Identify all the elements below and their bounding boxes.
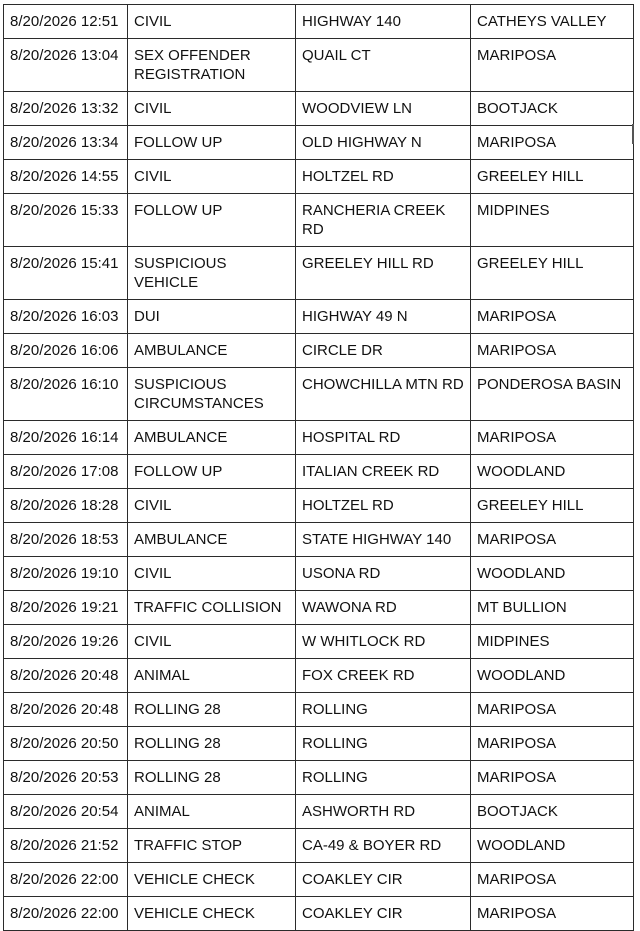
call-type-cell: CIVIL (128, 557, 296, 591)
datetime-cell: 8/20/2026 20:48 (4, 659, 128, 693)
table-row (4, 625, 634, 659)
city-cell: GREELEY HILL (471, 160, 634, 194)
datetime-cell: 8/20/2026 15:33 (4, 194, 128, 247)
datetime-cell: 8/20/2026 18:28 (4, 489, 128, 523)
location-cell: HOSPITAL RD (296, 421, 471, 455)
location-cell: CHOWCHILLA MTN RD (296, 368, 471, 421)
table-row (4, 727, 634, 761)
city-cell: BOOTJACK (471, 92, 634, 126)
datetime-cell: 8/20/2026 19:10 (4, 557, 128, 591)
table-row (4, 126, 634, 160)
call-type-cell: ANIMAL (128, 795, 296, 829)
datetime-cell: 8/20/2026 22:00 (4, 863, 128, 897)
city-cell: MARIPOSA (471, 126, 634, 160)
city-cell: MARIPOSA (471, 421, 634, 455)
datetime-cell: 8/20/2026 19:26 (4, 625, 128, 659)
city-cell: CATHEYS VALLEY (471, 5, 634, 39)
city-cell: MARIPOSA (471, 863, 634, 897)
city-cell: MIDPINES (471, 625, 634, 659)
call-type-cell: CIVIL (128, 5, 296, 39)
location-cell: WOODVIEW LN (296, 92, 471, 126)
location-cell: CIRCLE DR (296, 334, 471, 368)
city-cell: MARIPOSA (471, 761, 634, 795)
call-type-cell: SUSPICIOUS CIRCUMSTANCES (128, 368, 296, 421)
table-row (4, 368, 634, 421)
table-row (4, 659, 634, 693)
location-cell: COAKLEY CIR (296, 863, 471, 897)
table-row (4, 591, 634, 625)
table-row (4, 160, 634, 194)
datetime-cell: 8/20/2026 13:04 (4, 39, 128, 92)
city-cell: MARIPOSA (471, 727, 634, 761)
city-cell: MARIPOSA (471, 334, 634, 368)
call-type-cell: VEHICLE CHECK (128, 863, 296, 897)
datetime-cell: 8/20/2026 16:03 (4, 300, 128, 334)
datetime-cell: 8/20/2026 13:32 (4, 92, 128, 126)
table-row (4, 300, 634, 334)
location-cell: STATE HIGHWAY 140 (296, 523, 471, 557)
table-row (4, 693, 634, 727)
location-cell: HIGHWAY 140 (296, 5, 471, 39)
datetime-cell: 8/20/2026 16:10 (4, 368, 128, 421)
location-cell: QUAIL CT (296, 39, 471, 92)
call-type-cell: TRAFFIC STOP (128, 829, 296, 863)
city-cell: GREELEY HILL (471, 247, 634, 300)
city-cell: MARIPOSA (471, 39, 634, 92)
table-row (4, 92, 634, 126)
table-row (4, 897, 634, 931)
call-type-cell: ANIMAL (128, 659, 296, 693)
datetime-cell: 8/20/2026 21:52 (4, 829, 128, 863)
datetime-cell: 8/20/2026 20:50 (4, 727, 128, 761)
call-type-cell: AMBULANCE (128, 523, 296, 557)
location-cell: ROLLING (296, 693, 471, 727)
datetime-cell: 8/20/2026 22:00 (4, 897, 128, 931)
city-cell: MARIPOSA (471, 693, 634, 727)
datetime-cell: 8/20/2026 17:08 (4, 455, 128, 489)
table-row (4, 489, 634, 523)
location-cell: RANCHERIA CREEK RD (296, 194, 471, 247)
call-type-cell: DUI (128, 300, 296, 334)
location-cell: COAKLEY CIR (296, 897, 471, 931)
location-cell: OLD HIGHWAY N (296, 126, 471, 160)
incident-log-table (3, 4, 634, 931)
city-cell: MARIPOSA (471, 300, 634, 334)
call-type-cell: FOLLOW UP (128, 126, 296, 160)
call-type-cell: CIVIL (128, 625, 296, 659)
call-type-cell: CIVIL (128, 92, 296, 126)
city-cell: MT BULLION (471, 591, 634, 625)
table-row (4, 761, 634, 795)
call-type-cell: ROLLING 28 (128, 693, 296, 727)
call-type-cell: SUSPICIOUS VEHICLE (128, 247, 296, 300)
table-row (4, 421, 634, 455)
city-cell: MARIPOSA (471, 897, 634, 931)
location-cell: USONA RD (296, 557, 471, 591)
city-cell: WOODLAND (471, 829, 634, 863)
text-cursor-mark (632, 124, 634, 144)
location-cell: CA-49 & BOYER RD (296, 829, 471, 863)
table-row (4, 334, 634, 368)
table-row (4, 247, 634, 300)
call-type-cell: AMBULANCE (128, 421, 296, 455)
location-cell: FOX CREEK RD (296, 659, 471, 693)
datetime-cell: 8/20/2026 20:48 (4, 693, 128, 727)
call-type-cell: VEHICLE CHECK (128, 897, 296, 931)
location-cell: ROLLING (296, 761, 471, 795)
call-type-cell: FOLLOW UP (128, 455, 296, 489)
location-cell: GREELEY HILL RD (296, 247, 471, 300)
datetime-cell: 8/20/2026 16:14 (4, 421, 128, 455)
city-cell: WOODLAND (471, 557, 634, 591)
call-type-cell: CIVIL (128, 160, 296, 194)
city-cell: MIDPINES (471, 194, 634, 247)
table-row (4, 5, 634, 39)
table-row (4, 39, 634, 92)
table-row (4, 829, 634, 863)
location-cell: HOLTZEL RD (296, 160, 471, 194)
call-type-cell: SEX OFFENDER REGISTRATION (128, 39, 296, 92)
incident-log-body (4, 5, 634, 931)
city-cell: GREELEY HILL (471, 489, 634, 523)
call-type-cell: ROLLING 28 (128, 761, 296, 795)
datetime-cell: 8/20/2026 18:53 (4, 523, 128, 557)
location-cell: WAWONA RD (296, 591, 471, 625)
datetime-cell: 8/20/2026 20:54 (4, 795, 128, 829)
location-cell: ITALIAN CREEK RD (296, 455, 471, 489)
city-cell: BOOTJACK (471, 795, 634, 829)
location-cell: ASHWORTH RD (296, 795, 471, 829)
city-cell: PONDEROSA BASIN (471, 368, 634, 421)
call-type-cell: AMBULANCE (128, 334, 296, 368)
datetime-cell: 8/20/2026 20:53 (4, 761, 128, 795)
table-row (4, 795, 634, 829)
call-type-cell: ROLLING 28 (128, 727, 296, 761)
location-cell: HIGHWAY 49 N (296, 300, 471, 334)
call-type-cell: CIVIL (128, 489, 296, 523)
location-cell: W WHITLOCK RD (296, 625, 471, 659)
call-type-cell: FOLLOW UP (128, 194, 296, 247)
location-cell: ROLLING (296, 727, 471, 761)
datetime-cell: 8/20/2026 12:51 (4, 5, 128, 39)
table-row (4, 455, 634, 489)
datetime-cell: 8/20/2026 14:55 (4, 160, 128, 194)
datetime-cell: 8/20/2026 13:34 (4, 126, 128, 160)
location-cell: HOLTZEL RD (296, 489, 471, 523)
datetime-cell: 8/20/2026 15:41 (4, 247, 128, 300)
city-cell: WOODLAND (471, 455, 634, 489)
city-cell: MARIPOSA (471, 523, 634, 557)
datetime-cell: 8/20/2026 16:06 (4, 334, 128, 368)
table-row (4, 557, 634, 591)
call-type-cell: TRAFFIC COLLISION (128, 591, 296, 625)
table-row (4, 863, 634, 897)
table-row (4, 194, 634, 247)
table-row (4, 523, 634, 557)
datetime-cell: 8/20/2026 19:21 (4, 591, 128, 625)
city-cell: WOODLAND (471, 659, 634, 693)
